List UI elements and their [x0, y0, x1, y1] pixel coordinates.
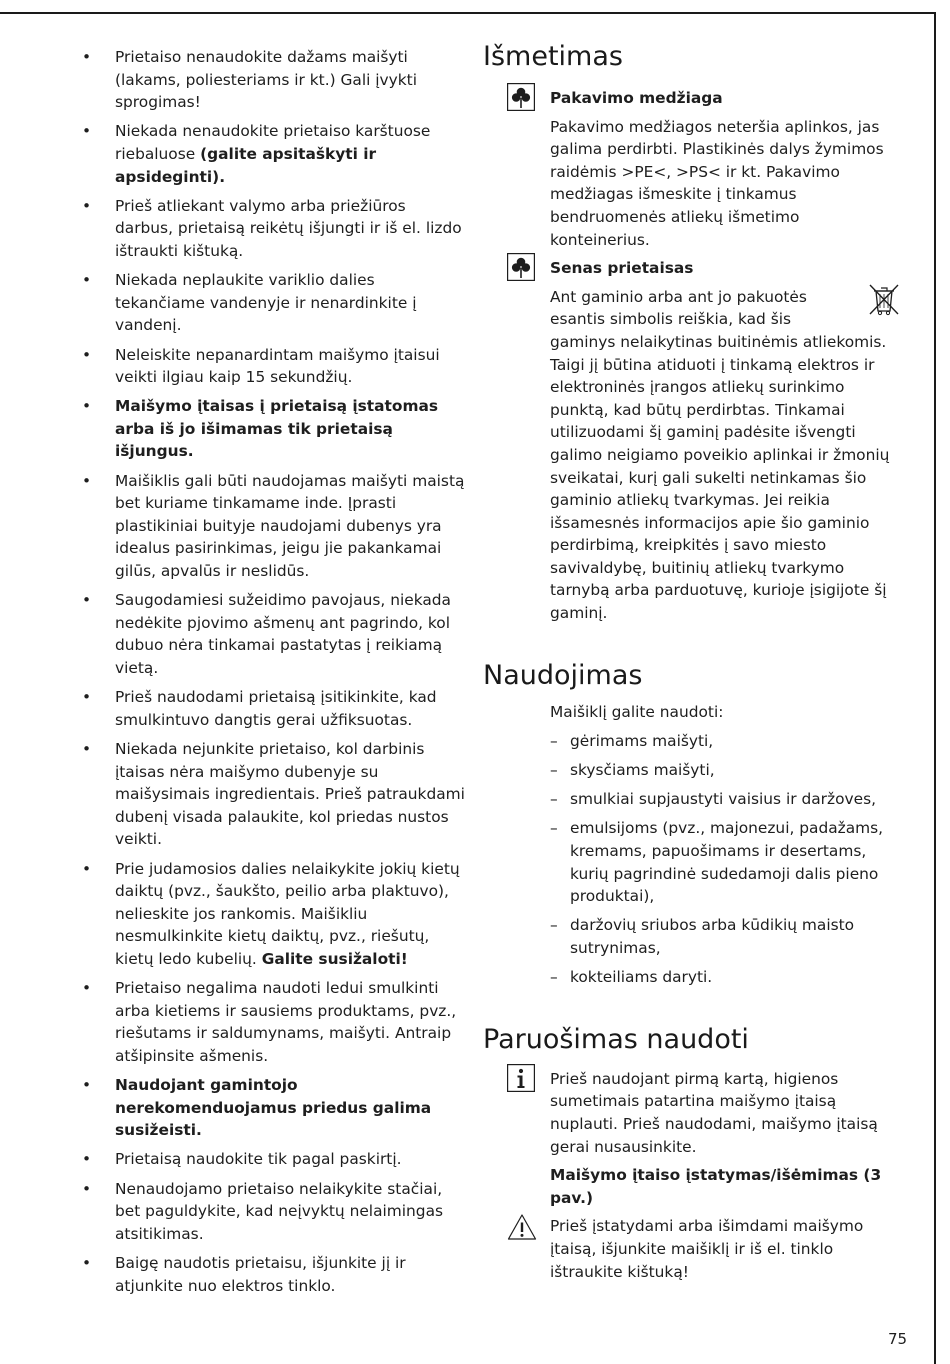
bullet-dot: •	[82, 859, 92, 878]
bullet-text: Prie judamosios dalies nelaikykite jokių kietų daiktų (pvz., šaukšto, peilio arba plaktuvo), nelieskite jos rankomis. Maišikliu nesmulkinkite kietų daiktų, pvz., riešutų, kietų ledo kubelių.	[115, 859, 460, 968]
bullet-text-bold: Naudojant gamintojo nerekomenduojamus priedus galima susižeisti.	[115, 1076, 432, 1140]
disposal-title: Išmetimas	[483, 41, 623, 72]
safety-bullet-item	[81, 470, 467, 583]
usage-item-text: kokteiliams daryti.	[570, 968, 713, 987]
usage-list-item	[550, 817, 903, 907]
bullet-dot: •	[82, 1179, 92, 1198]
safety-bullet-item	[81, 46, 467, 114]
safety-bullet-list	[81, 46, 467, 1297]
clover-icon	[507, 83, 535, 111]
bullet-text: Prietaisą naudokite tik pagal paskirtį.	[115, 1150, 402, 1169]
usage-title: Naudojimas	[483, 659, 643, 691]
safety-bullet-item	[81, 344, 467, 389]
usage-item-text: skysčiams maišyti,	[570, 761, 715, 780]
preparation-warning-text: Prieš įstatydami arba išimdami maišymo įtaisą, išjunkite maišiklį ir iš el. tinklo ištraukite kištuką!	[550, 1217, 864, 1281]
safety-bullet-item	[81, 858, 467, 971]
bullet-text-bold: Maišymo įtaisas į prietaisą įstatomas arba iš jo išimamas tik prietaisą išjungus.	[115, 397, 439, 461]
bullet-dot: •	[82, 979, 92, 998]
bullet-dot: •	[82, 48, 92, 66]
usage-item-text: daržovių sriubos arba kūdikių maisto sutrynimas,	[570, 916, 855, 957]
page-frame-top	[0, 12, 936, 14]
insertion-heading: Maišymo įtaiso įstatymas/išėmimas (3 pav.)	[550, 1166, 882, 1207]
page-frame-right	[934, 12, 936, 1364]
safety-bullet-item	[81, 738, 467, 851]
usage-list-item	[550, 759, 903, 782]
content-column	[483, 40, 903, 1283]
packaging-heading: Pakavimo medžiaga	[550, 89, 723, 107]
preparation-info-text: Prieš naudojant pirmą kartą, higienos sumetimais patartina maišymo įtaisą nuplauti. Prieš naudodami, maišymo įtaisą gerai nusausinkite.	[550, 1069, 878, 1156]
usage-list-item	[550, 788, 903, 811]
dash-marker: –	[550, 819, 558, 838]
safety-bullet-item	[81, 977, 467, 1067]
usage-list-item	[550, 966, 903, 989]
usage-list-item	[550, 914, 903, 959]
bullet-text: Neleiskite nepanardintam maišymo įtaisui veikti ilgiau kaip 15 sekundžių.	[115, 345, 440, 387]
usage-item-text: emulsijoms (pvz., majonezui, padažams, kremams, papuošimams ir desertams, kurių pagrindinė sudedamoji dalis pieno produktai),	[570, 819, 884, 906]
safety-bullet-item	[81, 1178, 467, 1246]
safety-bullet-item	[81, 120, 467, 188]
bullet-dot: •	[82, 471, 92, 490]
usage-list-item	[550, 730, 903, 753]
old-device-section	[550, 257, 903, 625]
bullet-text: Maišiklis gali būti naudojamas maišyti maistą bet kuriame tinkamame inde. Įprasti plastikiniai buityje naudojami dubenys yra idealus pasirinkimas, jeigu jie pakankamai gilūs, apvalūs ir neslidūs.	[115, 471, 465, 581]
bullet-dot: •	[82, 397, 92, 416]
old-device-text: Ant gaminio arba ant jo pakuotės esantis simbolis reiškia, kad šis gaminys nelaikytinas buitinėmis atliekomis. Taigi jį būtina atiduoti į tinkamą elektros ir elektroninės įrangos atliekų surinkimo punktą, kad būtų perdirbtas. Tinkamai utilizuodami šį gaminį padėsite išvengti galimo neigiamo poveikio aplinkai ir žmonių sveikatai, kurį gali sukelti netinkamas šio gaminio atliekų tvarkymas. Jei reikia išsamesnės informacijos apie šio gaminio perdirbimą, kreipkitės į savo miesto savivaldybę, buitinių atliekų tvarkymo tarnybą arba parduotuvę, kurioje įsigijote šį gaminį.	[550, 287, 890, 623]
bullet-dot: •	[82, 739, 92, 758]
old-device-heading: Senas prietaisas	[550, 259, 694, 278]
safety-bullet-item	[81, 686, 467, 731]
preparation-warning	[550, 1215, 903, 1283]
bullet-dot: •	[82, 122, 92, 141]
safety-bullet-item	[81, 395, 467, 463]
usage-item-text: gėrimams maišyti,	[570, 731, 714, 750]
dash-marker: –	[550, 790, 558, 809]
safety-column	[81, 46, 467, 1304]
dash-marker: –	[550, 968, 558, 987]
clover-icon	[507, 253, 535, 281]
info-icon	[507, 1064, 535, 1092]
bullet-dot: •	[82, 1076, 92, 1095]
bullet-text: Niekada neplaukite variklio dalies tekančiame vandenyje ir nenardinkite į vandenį.	[115, 271, 417, 335]
bullet-text: Niekada nejunkite prietaiso, kol darbinis įtaisas nėra maišymo dubenyje su maišysimais ingredientais. Prieš patraukdami dubenį visada palaukite, kol priedas nustos veikti.	[115, 739, 465, 849]
safety-bullet-item	[81, 1148, 467, 1171]
bullet-dot: •	[82, 345, 92, 364]
usage-section	[550, 701, 903, 989]
preparation-info	[550, 1068, 903, 1158]
warning-triangle-icon	[507, 1213, 535, 1241]
bullet-dot: •	[82, 1150, 92, 1169]
safety-bullet-item	[81, 1252, 467, 1297]
safety-bullet-item	[81, 269, 467, 337]
bullet-text: Nenaudojamo prietaiso nelaikykite stačiai, bet paguldykite, kad neįvyktų nelaimingas atsitikimas.	[115, 1179, 444, 1243]
bullet-dot: •	[82, 271, 92, 290]
page-number: 75	[888, 1330, 908, 1348]
bullet-text: Prieš naudodami prietaisą įsitikinkite, kad smulkintuvo dangtis gerai užfiksuotas.	[115, 688, 437, 729]
bullet-dot: •	[82, 1254, 92, 1272]
packaging-section	[550, 87, 903, 251]
bullet-dot: •	[82, 591, 92, 610]
crossed-bin-icon	[867, 282, 901, 316]
dash-marker: –	[550, 731, 558, 750]
dash-marker: –	[550, 761, 558, 780]
bullet-text-bold: (galite apsitaškyti ir apsideginti).	[115, 144, 377, 186]
dash-marker: –	[550, 916, 558, 935]
safety-bullet-item	[81, 589, 467, 679]
bullet-text: Prieš atliekant valymo arba priežiūros darbus, prietaisą reikėtų išjungti ir iš el. lizdo ištraukti kištuką.	[115, 196, 462, 260]
bullet-text: Prietaiso negalima naudoti ledui smulkinti arba kietiems ir sausiems produktams, pvz., riešutams ir saldumynams, maišyti. Antraip atšipinsite ašmenis.	[115, 979, 457, 1065]
usage-list	[550, 730, 903, 989]
safety-bullet-item	[81, 195, 467, 263]
bullet-dot: •	[82, 196, 92, 215]
usage-intro: Maišiklį galite naudoti:	[550, 702, 724, 721]
bullet-text: Niekada nenaudokite prietaiso karštuose riebaluose	[115, 122, 431, 163]
safety-bullet-item	[81, 1074, 467, 1142]
usage-item-text: smulkiai supjaustyti vaisius ir daržoves,	[570, 790, 876, 809]
bullet-text: Baigę naudotis prietaisu, išjunkite jį ir atjunkite nuo elektros tinklo.	[115, 1254, 406, 1295]
packaging-text: Pakavimo medžiagos neteršia aplinkos, jas galima perdirbti. Plastikinės dalys žymimos raidėmis >PE<, >PS< ir kt. Pakavimo medžiagas išmeskite į tinkamus bendruomenės atliekų išmetimo konteinerius.	[550, 117, 884, 249]
bullet-text: Prietaiso nenaudokite dažams maišyti (lakams, poliesteriams ir kt.) Gali įvykti sprogimas!	[115, 48, 417, 112]
preparation-title: Paruošimas naudoti	[483, 1023, 749, 1055]
bullet-dot: •	[82, 688, 92, 707]
bullet-text: Saugodamiesi sužeidimo pavojaus, niekada nedėkite pjovimo ašmenų ant pagrindo, kol dubuo nėra tinkamai pastatytas į reikiamą vietą.	[115, 591, 451, 677]
bullet-text-bold: Galite susižaloti!	[261, 949, 408, 968]
